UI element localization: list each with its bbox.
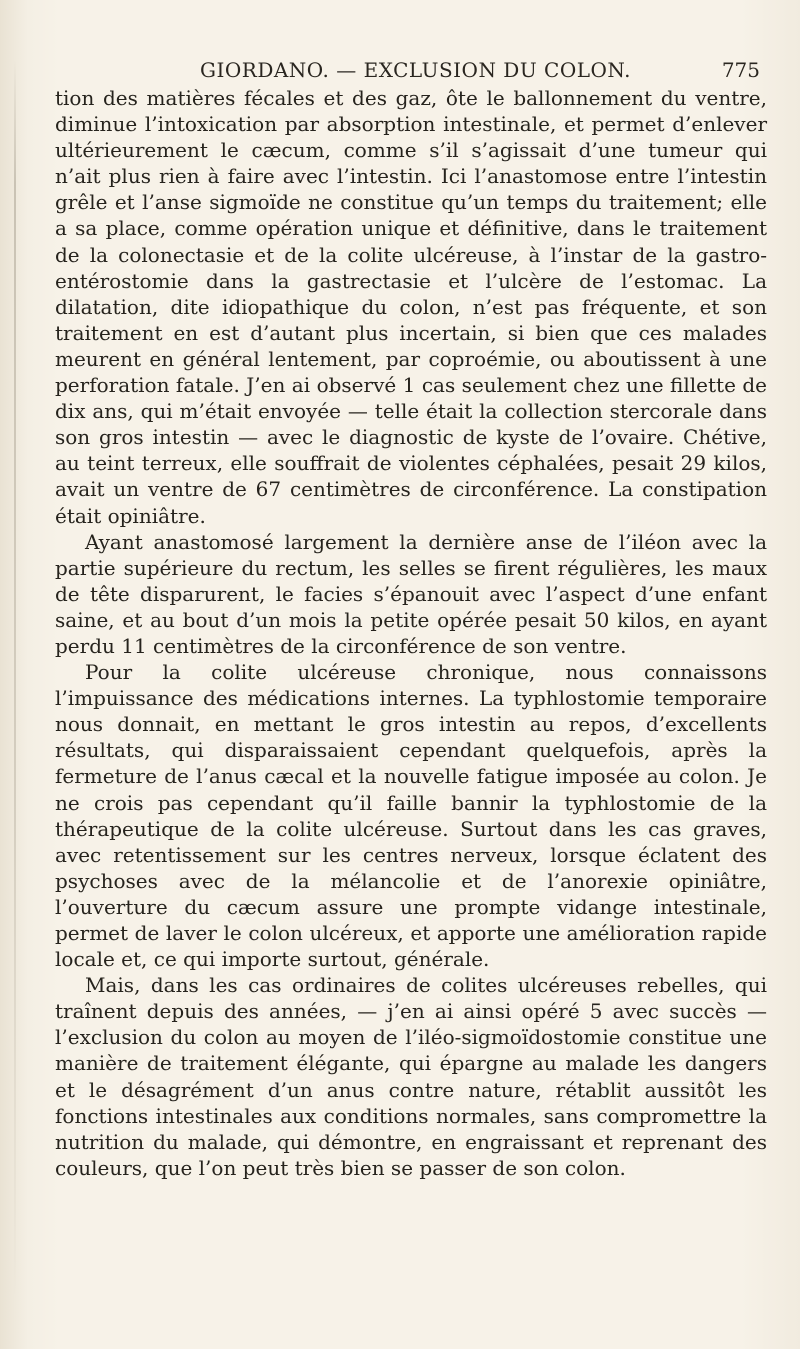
paragraph: Pour la colite ulcéreuse chronique, nous connaissons l’impuissance des médications internes. La typhlostomie temporaire nous donnait, en mettant le gros intestin au repos, d’excellents résultats, qui disparaissaient cependant quelquefois, après la fermeture de l’anus cæcal et la nouvelle fatigue imposée au colon. Je ne crois pas cependant qu’il faille bannir la typhlostomie de la thérapeutique de la colite ulcéreuse. Surtout dans les cas graves, avec retentissement sur les centres nerveux, lorsque éclatent des psychoses avec de la mélancolie et de l’anorexie opiniâtre, l’ouverture du cæcum assure une prompte vidange intestinale, permet de laver le colon ulcéreux, et apporte une amélioration rapide locale et, ce qui importe surtout, générale. (55, 660, 767, 972)
paragraph: Ayant anastomosé largement la dernière anse de l’iléon avec la partie supérieure du rectum, les selles se firent régulières, les maux de tête disparurent, le facies s’épanouit avec l’aspect d’une enfant saine, et au bout d’un mois la petite opérée pesait 50 kilos, en ayant perdu 11 centimètres de la circonférence de son ventre. (55, 529, 767, 658)
page-header (200, 50, 760, 90)
paragraph: tion des matières fécales et des gaz, ôte le ballonnement du ventre, diminue l’intoxication par absorption intestinale, et permet d’enlever ultérieurement le cæcum, comme s’il s’agissait d’une tumeur qui n’ait plus rien à faire avec l’intestin. Ici l’anastomose entre l’intestin grêle et l’anse sigmoïde ne constitue qu’un temps du traitement; elle a sa place, comme opération unique et définitive, dans le traitement de la colonectasie et de la colite ulcéreuse, à l’instar de la gastro-entérostomie dans la gastrectasie et l’ulcère de l’estomac. La dilatation, dite idiopathique du colon, n’est pas fréquente, et son traitement en est d’autant plus incertain, si bien que ces malades meurent en général lentement, par coproémie, ou aboutissent à une perforation fatale. J’en ai observé 1 cas seulement chez une fillette de dix ans, qui m’était envoyée — telle était la collection stercorale dans son gros intestin — avec le diagnostic de kyste de l’ovaire. Chétive, au teint terreux, elle souffrait de violentes céphalées, pesait 29 kilos, avait un ventre de 67 centimètres de circonférence. La constipation était opiniâtre. (55, 86, 767, 528)
body-text (55, 85, 767, 1181)
running-head: GIORDANO. — EXCLUSION DU COLON. (200, 58, 631, 82)
paragraph: Mais, dans les cas ordinaires de colites ulcéreuses rebelles, qui traînent depuis des années, — j’en ai ainsi opéré 5 avec succès — l’exclusion du colon au moyen de l’iléo-sigmoïdostomie constitue une manière de traitement élégante, qui épargne au malade les dangers et le désagrément d’un anus contre nature, rétablit aussitôt les fonctions intestinales aux conditions normales, sans compromettre la nutrition du malade, qui démontre, en engraissant et reprenant des couleurs, que l’on peut très bien se passer de son colon. (55, 973, 767, 1180)
page-number: 775 (721, 58, 760, 82)
binding-gutter (14, 60, 16, 1300)
